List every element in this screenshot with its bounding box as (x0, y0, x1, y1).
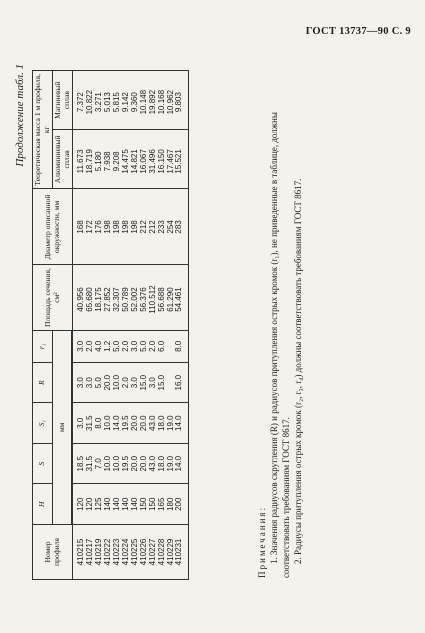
header-mass: Теоретическая масса 1 м профиля, кг (33, 71, 53, 190)
table-cell: 16.0 (175, 362, 188, 403)
table-cell: 172 (86, 189, 95, 265)
table-cell: 50.789 (122, 265, 131, 330)
table-cell: 140 (104, 484, 113, 525)
table-cell: 233 (158, 189, 167, 265)
table-cell: 3.0 (131, 362, 140, 403)
table-cell: 410229 (167, 524, 176, 579)
table-cell: 410219 (95, 524, 104, 579)
header-R: R (33, 362, 53, 403)
table-cell: 10.0 (113, 443, 122, 484)
table-cell: 20.0 (140, 403, 149, 444)
table-cell: 198 (122, 189, 131, 265)
table-cell: 18.0 (158, 443, 167, 484)
table-cell: 18.719 (86, 130, 95, 189)
table-body (73, 71, 189, 580)
table-cell: 120 (73, 484, 86, 525)
table-cell: 7.938 (104, 130, 113, 189)
header-H: H (33, 484, 53, 525)
table-cell: 20.0 (104, 362, 113, 403)
table-cell: 176 (95, 189, 104, 265)
table-cell: 9.142 (122, 71, 131, 130)
table-cell: 10.0 (104, 443, 113, 484)
table-cell: 10.0 (104, 403, 113, 444)
table-cell: 10.148 (140, 71, 149, 130)
table-row (175, 71, 188, 580)
table-cell: 18.175 (95, 265, 104, 330)
table-cell: 43.0 (149, 403, 158, 444)
table-cell: 1.2 (104, 330, 113, 362)
table-cell: 14.821 (131, 130, 140, 189)
table-cell: 40.956 (73, 265, 86, 330)
table-cell: 410228 (158, 524, 167, 579)
table-cell: 54.461 (175, 265, 188, 330)
table-cell: 9.208 (113, 130, 122, 189)
table-cell: 198 (104, 189, 113, 265)
header-mass-mg: Магниевый сплав (53, 71, 73, 130)
table-cell: 120 (86, 484, 95, 525)
table-cell: 212 (149, 189, 158, 265)
table-cell: 15.0 (140, 362, 149, 403)
table-cell: 150 (140, 484, 149, 525)
table-cell: 410224 (122, 524, 131, 579)
header-area: Площадь сечения, см² (33, 265, 73, 330)
table-cell: 198 (113, 189, 122, 265)
table-cell: 31.496 (149, 130, 158, 189)
header-profile-number: Номер профиля (33, 524, 73, 579)
table-cell: 14.0 (175, 403, 188, 444)
note-1: 1. Значения радиусов скругления (R) и радиусов притупления острых кромок (r₁), не приведенные в таблице, должны соответствовать требованиям ГОСТ 8617. (269, 112, 292, 578)
table-cell: 2.0 (122, 330, 131, 362)
table-cell: 18.5 (73, 443, 86, 484)
table-cell: 200 (175, 484, 188, 525)
header-S1: S₁ (33, 403, 53, 444)
table-cell: 19.892 (149, 71, 158, 130)
table-cell: 16.150 (158, 130, 167, 189)
table-cell: 19.0 (167, 443, 176, 484)
table-cell: 2.0 (149, 330, 158, 362)
table-cell: 3.0 (149, 362, 158, 403)
table-cell: 3.0 (73, 330, 86, 362)
continuation-label: Продолжение табл. 1 (14, 64, 26, 167)
table-cell: 140 (122, 484, 131, 525)
table-cell: 3.0 (86, 362, 95, 403)
table-cell: 14.475 (122, 130, 131, 189)
table-cell: 65.680 (86, 265, 95, 330)
header-mass-al: Алюминиевый сплав (53, 130, 73, 189)
table-cell: 5.0 (95, 362, 104, 403)
table-cell: 410223 (113, 524, 122, 579)
table-cell: 31.5 (86, 403, 95, 444)
table-cell: 20.0 (131, 403, 140, 444)
table-cell: 3.0 (131, 330, 140, 362)
table-cell: 2.0 (86, 330, 95, 362)
table-cell: 5.0 (113, 330, 122, 362)
table-cell: 9.360 (131, 71, 140, 130)
table-cell: 10.0 (113, 362, 122, 403)
table-cell: 14.0 (175, 443, 188, 484)
table-cell: 7.0 (95, 443, 104, 484)
header-r1: r₁ (33, 330, 53, 362)
table-cell: 2.0 (122, 362, 131, 403)
table-cell: 140 (113, 484, 122, 525)
table-cell: 17.467 (167, 130, 176, 189)
table-cell: 212 (140, 189, 149, 265)
table-cell: 61.290 (167, 265, 176, 330)
table-cell: 5.0 (140, 330, 149, 362)
table-cell: 19.5 (122, 443, 131, 484)
header-unit-mm: мм (53, 330, 72, 524)
table-cell: 410215 (73, 524, 86, 579)
table-cell: 32.307 (113, 265, 122, 330)
rotated-table-section (10, 60, 400, 580)
table-cell: 283 (175, 189, 188, 265)
table-cell: 19.0 (167, 403, 176, 444)
table-cell: 56.688 (158, 265, 167, 330)
table-cell: 10.822 (86, 71, 95, 130)
table-cell: 16.067 (140, 130, 149, 189)
table-cell: 19.5 (122, 403, 131, 444)
table-cell: 410225 (131, 524, 140, 579)
table-cell: 180 (167, 484, 176, 525)
notes-title: Примечания: (257, 505, 267, 578)
note-2: 2. Радиусы притупления острых кромок (r₂, r₃, r₄) должны соответствовать требованиям ГОСТ 8617. (293, 178, 304, 564)
table-cell: 125 (95, 484, 104, 525)
table-cell: 410217 (86, 524, 95, 579)
table-cell: 18.0 (158, 403, 167, 444)
table-cell: 31.5 (86, 443, 95, 484)
table-cell: 165 (158, 484, 167, 525)
table-cell: 15.0 (158, 362, 167, 403)
table-cell: 9.803 (175, 71, 188, 130)
table-cell: 52.002 (131, 265, 140, 330)
table-cell: 7.372 (73, 71, 86, 130)
notes (256, 68, 305, 578)
table-cell: 8.0 (95, 403, 104, 444)
table-cell: 43.0 (149, 443, 158, 484)
table-cell: 150 (149, 484, 158, 525)
profile-table (32, 70, 189, 580)
table-cell: 11.673 (73, 130, 86, 189)
table-cell: 3.0 (73, 362, 86, 403)
table-cell: 410222 (104, 524, 113, 579)
table-cell: 15.521 (175, 130, 188, 189)
table-cell: 4.0 (95, 330, 104, 362)
table-cell: 254 (167, 189, 176, 265)
table-cell: 10.168 (158, 71, 167, 130)
table-cell: 27.852 (104, 265, 113, 330)
header-S: S (33, 443, 53, 484)
table-cell: 56.376 (140, 265, 149, 330)
table-cell: 410231 (175, 524, 188, 579)
table-cell: 14.0 (113, 403, 122, 444)
table-cell: 410226 (140, 524, 149, 579)
table-cell: 5.013 (104, 71, 113, 130)
table-cell: 140 (131, 484, 140, 525)
table-cell: 20.0 (131, 443, 140, 484)
table-cell: 10.962 (167, 71, 176, 130)
table-cell: 6.0 (158, 330, 167, 362)
table-cell: 20.0 (140, 443, 149, 484)
table-cell: 8.0 (175, 330, 188, 362)
table-row (73, 71, 86, 580)
table-cell: 410227 (149, 524, 158, 579)
header-diameter: Диаметр описанной окружности, мм (33, 189, 73, 265)
table-cell: 110.512 (149, 265, 158, 330)
table-cell: 198 (131, 189, 140, 265)
table-cell: 168 (73, 189, 86, 265)
table-cell: 5.815 (113, 71, 122, 130)
table-cell: 3.271 (95, 71, 104, 130)
table-cell: 5.180 (95, 130, 104, 189)
page-header: ГОСТ 13737—90 С. 9 (305, 26, 411, 37)
table-cell: 3.0 (73, 403, 86, 444)
